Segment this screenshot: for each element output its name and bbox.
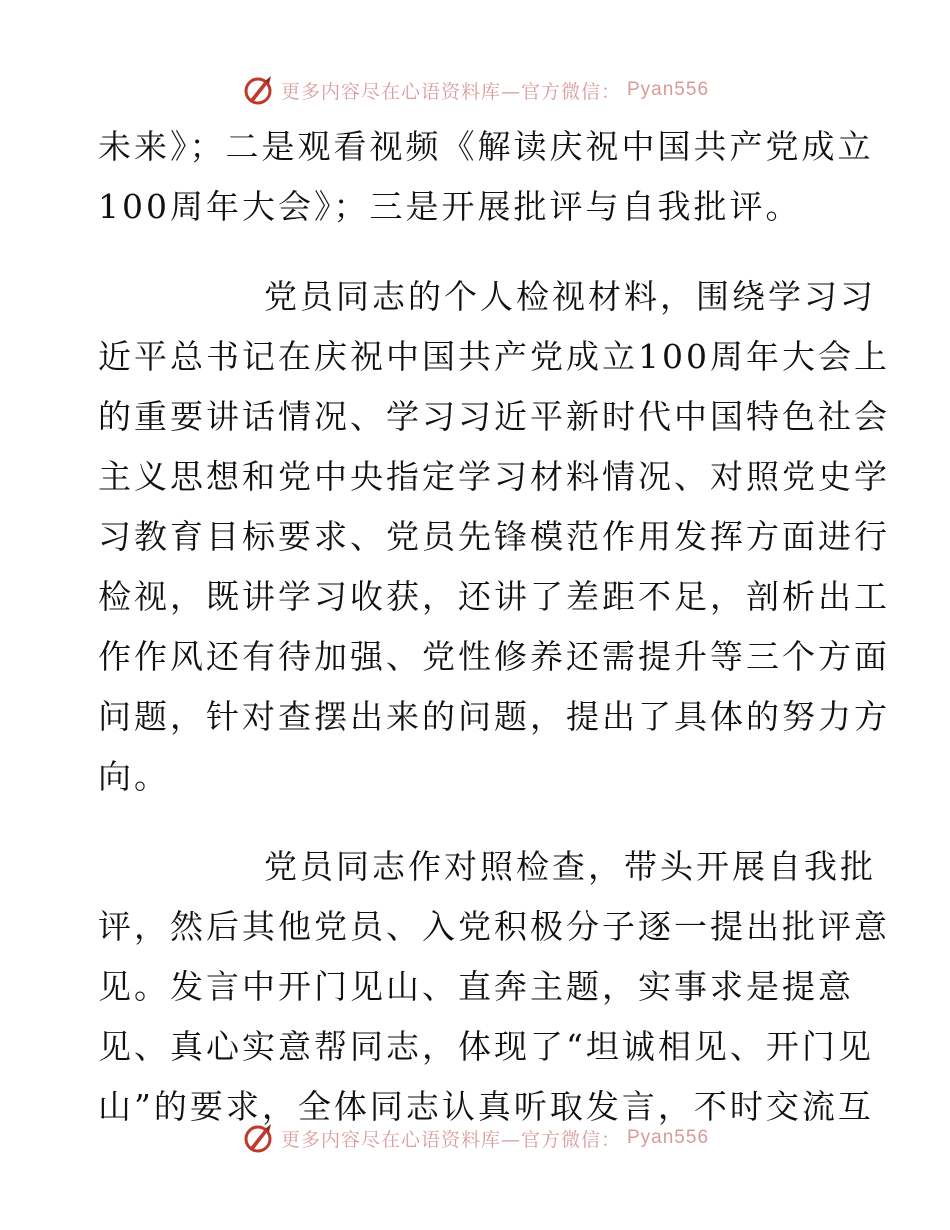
watermark-wechat-id: Pyan556	[627, 1127, 710, 1148]
paragraph-3	[98, 837, 890, 1137]
text-line: 评，然后其他党员、入党积极分子逐一提出批评意	[98, 907, 890, 946]
text-line: 党员同志的个人检视材料，围绕学习习	[264, 277, 876, 316]
text-line: 见、真心实意帮同志，体现了“坦诚相见、开门见	[98, 1027, 874, 1066]
paragraph-2	[98, 267, 890, 807]
document-body	[98, 117, 890, 1137]
text-line: 检视，既讲学习收获，还讲了差距不足，剖析出工	[98, 577, 890, 616]
text-line: 的重要讲话情况、学习习近平新时代中国特色社会	[98, 397, 890, 436]
watermark-wechat-id: Pyan556	[627, 79, 710, 100]
text-line: 作作风还有待加强、党性修养还需提升等三个方面	[98, 637, 890, 676]
text-line: 山”的要求，全体同志认真听取发言，不时交流互	[98, 1087, 874, 1126]
text-line: 主义思想和党中央指定学习材料情况、对照党史学	[98, 457, 890, 496]
text-line: 近平总书记在庆祝中国共产党成立100周年大会上	[98, 337, 890, 376]
text-line: 向。	[98, 757, 170, 796]
text-line: 党员同志作对照检查，带头开展自我批	[264, 847, 876, 886]
watermark-text: 更多内容尽在心语资料库—官方微信：	[280, 80, 621, 103]
watermark-text: 更多内容尽在心语资料库—官方微信：	[280, 1128, 621, 1151]
text-line: 问题，针对查摆出来的问题，提出了具体的努力方	[98, 697, 890, 736]
header-watermark	[0, 70, 950, 110]
text-line: 100周年大会》；三是开展批评与自我批评。	[98, 187, 802, 226]
quill-pen-circle-icon	[241, 73, 275, 107]
quill-pen-circle-icon	[241, 1121, 275, 1155]
footer-watermark	[0, 1118, 950, 1158]
paragraph-1	[98, 117, 874, 237]
text-line: 未来》；二是观看视频《解读庆祝中国共产党成立	[98, 127, 874, 166]
text-line: 习教育目标要求、党员先锋模范作用发挥方面进行	[98, 517, 890, 556]
text-line: 见。发言中开门见山、直奔主题，实事求是提意	[98, 967, 854, 1006]
